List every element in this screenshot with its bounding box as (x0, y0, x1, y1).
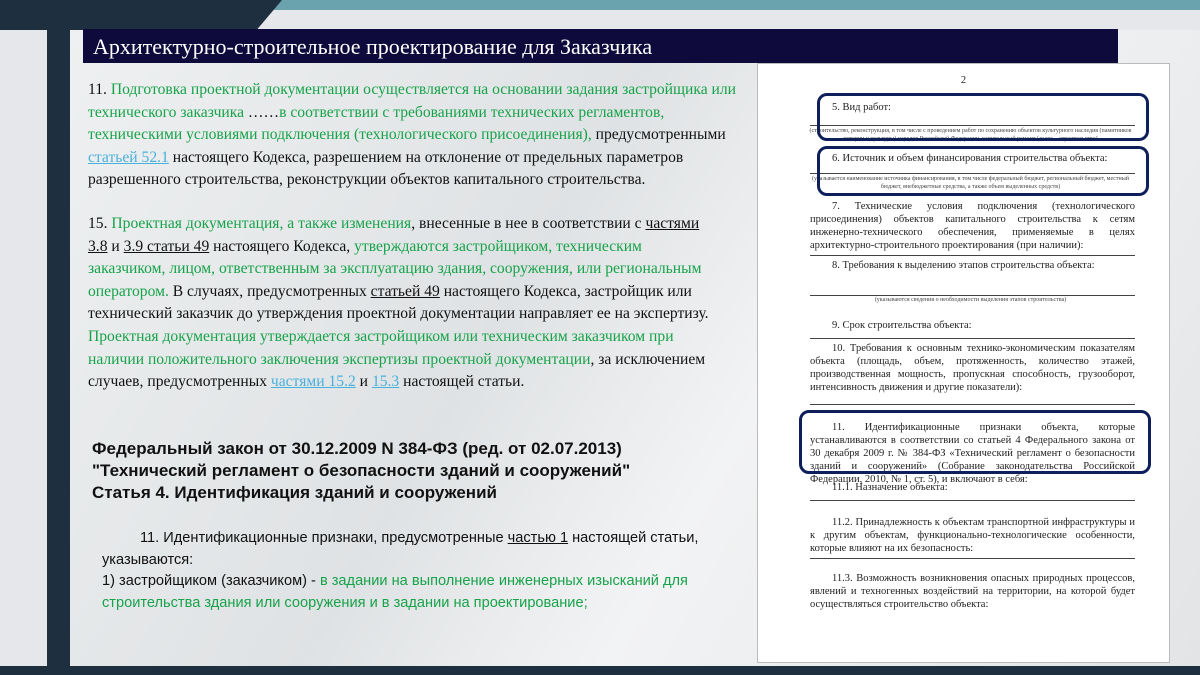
text: 1) застройщиком (заказчиком) - (102, 573, 320, 589)
document-scan (757, 63, 1170, 663)
bottom-dark-bar (0, 666, 1200, 675)
doc-note-6: (указывается наименование источника финансирования, в том числе федеральный бюджет, региональный бюджет, местный бюджет, внебюджетные средства, а также объем выделенных средств) (811, 176, 1130, 190)
left-dark-bar (47, 20, 70, 675)
link-article-49b[interactable]: статьей 49 (370, 282, 440, 300)
text: …… (247, 103, 280, 121)
doc-section-7: 7. Технические условия подключения (технологического присоединения) объектов капитального строительства к сетям инженерно-технического обеспечения, применяемые в целях архитектурно-строительного проектирования (при наличии): (810, 201, 1135, 251)
text: 11. Идентификационные признаки, предусмотренные (140, 530, 508, 546)
num: 11. (88, 81, 111, 98)
law-name: "Технический регламент о безопасности зданий и сооружений" (92, 461, 631, 480)
law-heading (92, 438, 752, 504)
text: и (107, 237, 124, 255)
doc-section-11-1: 11.1. Назначение объекта: (832, 482, 948, 493)
highlight: Проектная документация, а также изменения (111, 215, 412, 232)
highlight-frame-5 (817, 93, 1149, 141)
text: настоящей статьи, указываются: (102, 530, 699, 568)
link-parts-3-8[interactable]: частями 3.8 (88, 215, 700, 255)
doc-note-5: (строительство, реконструкция, в том числе с проведением работ по сохранению объектов культурного наследия (памятников истории и культуры) народов Российской Федерации, капитальный ремонт (далее – строительство) (809, 128, 1132, 142)
highlight: в задании на выполнение инженерных изысканий для строительства здания или сооружения и в задании на проектирование; (102, 573, 688, 611)
law-item (102, 571, 742, 614)
text: настоящего Кодекса, разрешением на отклонение от предельных параметров разрешенного строительства, реконструкции объектов капитального строительства. (88, 148, 684, 189)
text: и (355, 373, 372, 391)
doc-section-8: 8. Требования к выделению этапов строительства объекта: (832, 260, 1095, 271)
law-text (102, 528, 742, 614)
paragraph-15 (88, 213, 718, 394)
link-part-1[interactable]: частью 1 (507, 530, 569, 546)
doc-section-6: 6. Источник и объем финансирования строительства объекта: (832, 153, 1108, 164)
link-article-52-1[interactable]: статьей 52.1 (88, 148, 169, 166)
text: настоящей статьи. (399, 373, 525, 391)
link-parts-15-2[interactable]: частями 15.2 (270, 373, 356, 391)
doc-section-9: 9. Срок строительства объекта: (832, 320, 972, 331)
highlight-frame-11 (799, 410, 1151, 474)
doc-section-11: 11. Идентификационные признаки объекта, которые устанавливаются в соответствии со статьей 4 Федерального закона от 30 декабря 2009 г. № 384-ФЗ «Технический регламент о безопасности зданий и сооружений» (Собрание законодательства Российской Федерации, 2010, № 1, ст. 5), и включают в себя: (810, 422, 1135, 485)
link-article-49[interactable]: 3.9 статьи 49 (123, 237, 210, 255)
slide-title: Архитектурно-строительное проектирование для Заказчика (83, 29, 1118, 63)
text: настоящего Кодекса, (209, 237, 355, 255)
doc-section-10: 10. Требования к основным технико-экономическим показателям объекта (площадь, объем, протяженность, количество этажей, производственная мощность, пропускная способность, грузооборот, интенсивность движения и другие показатели): (810, 343, 1135, 393)
doc-section-11-2: 11.2. Принадлежность к объектам транспортной инфраструктуры и к другим объектам, функционально-технологические особенности, которые влияют на их безопасность: (810, 517, 1135, 554)
article-title: Статья 4. Идентификация зданий и сооружений (92, 483, 497, 502)
text: настоящего Кодекса, застройщик или технический заказчик до утверждения проектной документации направляет ее на экспертизу. (88, 282, 709, 323)
num: 15. (88, 215, 112, 232)
law-title: Федеральный закон от 30.12.2009 N 384-ФЗ (ред. от 02.07.2013) (92, 439, 622, 458)
page-number: 2 (960, 75, 967, 86)
highlight: в соответствии с требованиями технических регламентов, техническими условиями подключения (технологического присоединения), (88, 103, 665, 144)
doc-section-5: 5. Вид работ: (832, 102, 891, 113)
law-para (102, 528, 742, 571)
doc-note-8: (указываются сведения о необходимости выделения этапов строительства) (874, 297, 1067, 303)
top-dark-shape (0, 0, 282, 30)
link-15-3[interactable]: 15.3 (371, 373, 400, 391)
highlight: утверждаются застройщиком, техническим заказчиком, лицом, ответственным за эксплуатацию здания, сооружения, или региональным оператором. (88, 237, 702, 300)
highlight: Подготовка проектной документации осуществляется на основании задания застройщика или технического заказчика (88, 81, 737, 121)
doc-section-11-3: 11.3. Возможность возникновения опасных природных процессов, явлений и техногенных воздействий на территории, на которой будет осуществляться строительство объекта: (810, 573, 1135, 610)
text: В случаях, предусмотренных (168, 282, 371, 300)
highlight: Проектная документация утверждается застройщиком или техническим заказчиком при наличии положительного заключения экспертизы проектной документации (88, 327, 674, 368)
highlight-frame-6 (817, 146, 1149, 196)
text: , за исключением случаев, предусмотренных (88, 350, 706, 391)
text: предусмотренными (591, 126, 726, 144)
text: , внесенные в нее в соответствии с (411, 215, 646, 232)
paragraph-11 (88, 79, 753, 192)
